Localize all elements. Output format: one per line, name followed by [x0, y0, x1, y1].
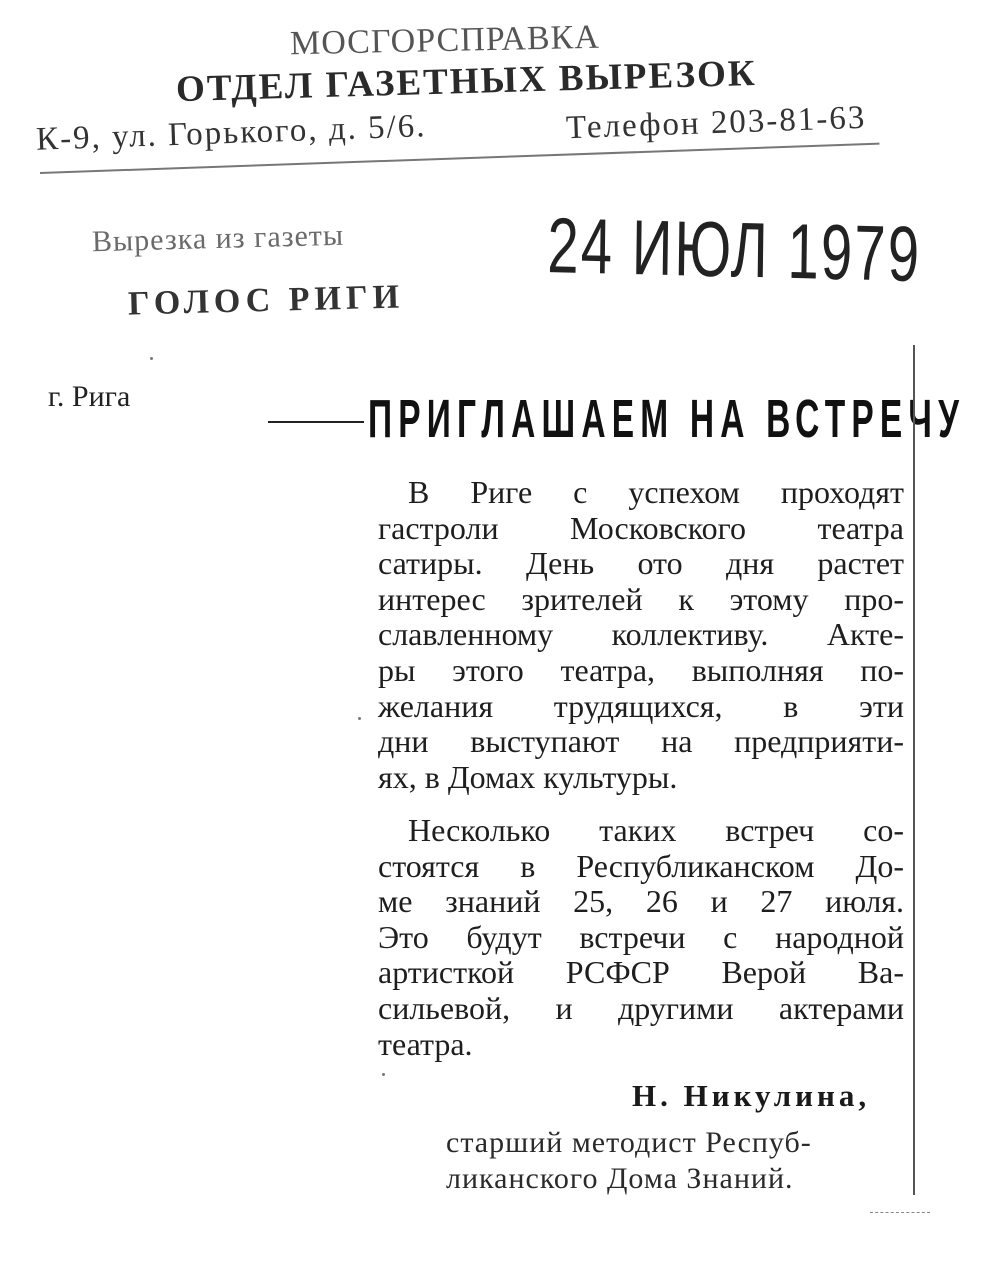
newspaper-name: ГОЛОС РИГИ — [127, 278, 405, 323]
page-edge-mark — [870, 1212, 930, 1213]
text-line: В Риге с успехом проходят — [408, 474, 904, 510]
text-line: артисткой РСФСР Верой Ва- — [378, 954, 904, 991]
text-line: ме знаний 25, 26 и 27 июля. — [378, 883, 904, 920]
article-paragraph-2 — [378, 813, 904, 1062]
text-line: славленному коллективу. Акте- — [378, 616, 904, 653]
article-paragraph-1 — [378, 475, 904, 795]
stamp-phone: Телефон 203-81-63 — [565, 99, 867, 147]
stamp-agency-name: МОСГОРСПРАВКА — [289, 18, 601, 63]
text-line: сильевой, и другими актерами — [378, 989, 904, 1026]
text-line: сатиры. День ото дня растет — [378, 545, 904, 582]
paper-speck — [382, 1073, 385, 1076]
city-label: г. Рига — [48, 380, 131, 413]
author-title-line: ликанского Дома Знаний. — [446, 1162, 794, 1195]
paper-speck — [150, 357, 153, 360]
clipping-label: Вырезка из газеты — [91, 218, 345, 259]
text-line: Это будут встречи с народной — [378, 918, 904, 955]
text-line: гастроли Московского театра — [378, 509, 904, 546]
article-title: ПРИГЛАШАЕМ НА ВСТРЕЧУ — [368, 389, 966, 449]
text-line: интерес зрителей к этому про- — [378, 580, 904, 617]
stamp-address: К-9, ул. Горького, д. 5/6. — [35, 108, 428, 158]
text-line: театра. — [378, 1025, 473, 1062]
date-stamp: 24 ИЮЛ 1979 — [546, 200, 922, 299]
text-line: стоятся в Республиканском До- — [378, 847, 904, 884]
text-line: желания трудящихся, в эти — [378, 687, 904, 724]
paper-speck — [358, 717, 361, 720]
text-line: ры этого театра, выполняя по- — [378, 651, 904, 688]
author-title-line: старший методист Респуб- — [446, 1126, 812, 1159]
text-line: Несколько таких встреч со- — [408, 812, 904, 848]
title-rule — [268, 421, 364, 423]
text-line: дни выступают на предприяти- — [378, 723, 904, 760]
author-name: Н. Никулина, — [632, 1078, 871, 1113]
column-rule — [913, 345, 915, 1195]
stamp-department: ОТДЕЛ ГАЗЕТНЫХ ВЫРЕЗОК — [175, 52, 758, 111]
text-line: ях, в Домах культуры. — [378, 758, 678, 795]
